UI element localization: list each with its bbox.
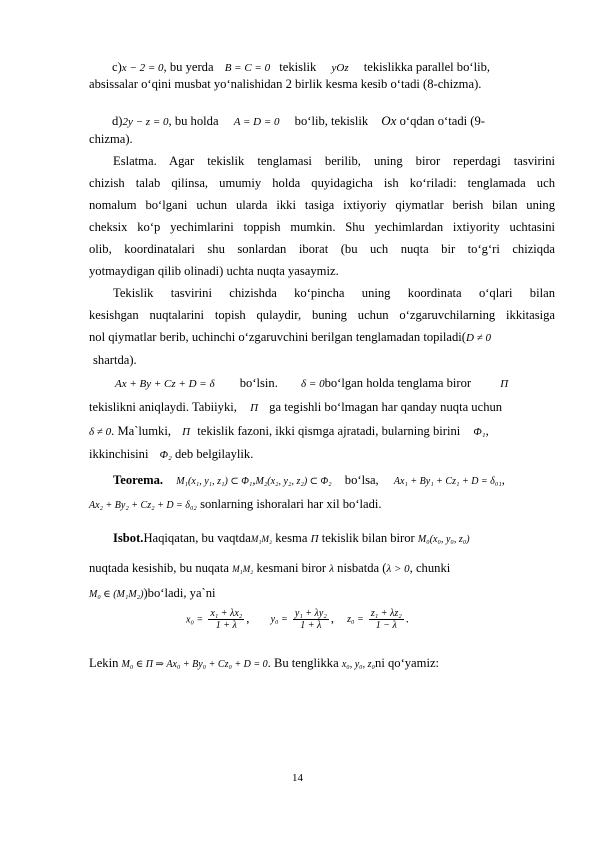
equation: M₁(x₁, y₁, z₁) ⊂ Φ₁: [176, 476, 253, 487]
equation: Π: [250, 402, 259, 414]
equation: Π: [182, 426, 191, 438]
equation: yOz: [331, 62, 349, 74]
equation: D ≠ 0: [466, 332, 491, 344]
sigma-line2: tekislikni aniqlaydi. Tabiiyki, Π ga tegishli bo‘lmagan har qanday nuqta uchun: [89, 400, 503, 414]
coordinate-formula: x₀ = $\frac{\text{x₁ + λx₂}}{1 + \lambda}$ , y₀ = $\frac{\text{y₁ + λy₂}}{1 + \lambda}$ , z₀ = $\frac{\text{z₁ + λz₂}}{1 - \lambda}$ .: [186, 608, 409, 631]
page-number: 14: [292, 772, 303, 784]
isbot-line3: M₀ ∈ (M₁M₂))bo‘ladi, ya`ni: [89, 586, 216, 600]
eslatma-line: cheksix ko‘p yechimlarini toppish mumkin. Shu yechimlardan ixtiyority uchtasini: [89, 220, 555, 234]
paragraph-d-line2: chizma).: [89, 132, 133, 146]
equation: A = D = 0: [233, 116, 280, 128]
eslatma-line: yotmaydigan qilib olinadi) uchta nuqta yasaymiz.: [89, 264, 339, 278]
equation: B = C = 0: [224, 62, 271, 74]
isbot-label: Isbot.: [113, 531, 144, 545]
paragraph-c-line1: c)x − 2 = 0, bu yerda B = C = 0 tekislik yOz tekislikka parallel bo‘lib,: [112, 60, 491, 74]
eslatma-line: nomalum bo‘lgani uchun ularda ikki tasiga ixtiyoriy qiymatlar berish bilan uning: [89, 198, 555, 212]
tekislik-line: shartda).: [93, 353, 137, 367]
equation: δ = 0: [301, 378, 325, 390]
equation: x − 2 = 0: [121, 62, 164, 74]
equation: Ax₂ + By₂ + Cz₂ + D = δ₀₂: [89, 500, 197, 511]
sigma-line4: ikkinchisini Φ₂ deb belgilaylik.: [89, 447, 254, 461]
eslatma-line: olib, koordinatalari shu sonlardan iborat (bu uch nuqta bir to‘g‘ri chiziqda: [89, 242, 555, 256]
equation: δ ≠ 0: [89, 426, 112, 438]
paragraph-d-line1: d)2y − z = 0, bu holda A = D = 0 bo‘lib, tekislik Ox o‘qdan o‘tadi (9-: [112, 113, 485, 128]
equation: Ax + By + Cz + D = δ: [115, 378, 215, 390]
fraction-y: $\frac{\text{y₁ + λy₂}}{1 + \lambda}$: [294, 608, 327, 631]
equation: Φ₂: [159, 449, 172, 461]
equation: M₁M₂: [250, 534, 273, 544]
equation: M₁M₂: [232, 564, 254, 574]
sigma-line1: Ax + By + Cz + D = δ bo‘lsin. δ = 0bo‘lgan holda tenglama biror Π: [115, 376, 509, 390]
tekislik-line: kesishgan nuqtalarini topish qulaydir, buning uchun o‘zgaruvchilarning ikkitasiga: [89, 308, 555, 322]
eslatma-line: chizish talab qilinsa, umumiy holda quyidagicha ish ko‘riladi: tenglamada uch: [89, 176, 555, 190]
equation: M₀ ∈ Π ⇒ Ax₀ + By₀ + Cz₀ + D = 0: [121, 659, 268, 670]
fraction-x: $\frac{\text{x₁ + λx₂}}{1 + \lambda}$: [210, 608, 243, 631]
equation: λ > 0: [386, 563, 410, 575]
equation: Π: [310, 533, 319, 545]
equation: Φ₁: [473, 426, 486, 438]
equation: λ: [329, 563, 335, 575]
tekislik-line: Tekislik tasvirini chizishda ko‘pincha uning koordinata o‘qlari bilan: [113, 286, 555, 300]
isbot-line1: Isbot.Haqiqatan, bu vaqtdaM₁M₂ kesma Π tekislik bilan biror M₀(x₀, y₀, z₀): [113, 531, 470, 545]
equation: 2y − z = 0: [122, 116, 169, 128]
lekin-line: Lekin M₀ ∈ Π ⇒ Ax₀ + By₀ + Cz₀ + D = 0. Bu tenglikka x₀, y₀, z₀ni qo‘yamiz:: [89, 656, 440, 670]
equation: Π: [500, 378, 509, 390]
equation: Ox: [381, 113, 397, 128]
equation: M₀ ∈ (M₁M₂): [89, 589, 144, 600]
teorema-line2: Ax₂ + By₂ + Cz₂ + D = δ₀₂ sonlarning ishoralari har xil bo‘ladi.: [89, 497, 382, 511]
teorema-line1: Teorema. M₁(x₁, y₁, z₁) ⊂ Φ₁,M₂(x₂, y₂, z₂) ⊂ Φ₂ bo‘lsa, Ax₁ + By₁ + Cz₁ + D = δ₀₁,: [113, 473, 505, 487]
equation: x₀, y₀, z₀: [341, 659, 376, 670]
equation: Ax₁ + By₁ + Cz₁ + D = δ₀₁: [393, 476, 502, 487]
sigma-line3: δ ≠ 0. Ma`lumki, Π tekislik fazoni, ikki qismga ajratadi, bularning birini Φ₁,: [89, 424, 489, 438]
isbot-line2: nuqtada kesishib, bu nuqata M₁M₂ kesmani biror λ nisbatda (λ > 0, chunki: [89, 561, 451, 575]
fraction-z: $\frac{\text{z₁ + λz₂}}{1 - \lambda}$: [370, 608, 402, 631]
paragraph-c-line2: absissalar o‘qini musbat yo‘nalishidan 2 birlik kesma kesib o‘tadi (8-chizma).: [89, 77, 482, 91]
teorema-label: Teorema.: [113, 473, 164, 487]
equation: M₂(x₂, y₂, z₂) ⊂ Φ₂: [255, 476, 332, 487]
eslatma-line: Eslatma. Agar tekislik tenglamasi berilib, uning biror reperdagi tasvirini: [113, 154, 555, 168]
tekislik-line: nol qiymatlar berib, uchinchi o‘zgaruvchini berilgan tenglamadan topiladi(D ≠ 0: [89, 330, 491, 344]
equation: M₀(x₀, y₀, z₀): [417, 534, 470, 545]
